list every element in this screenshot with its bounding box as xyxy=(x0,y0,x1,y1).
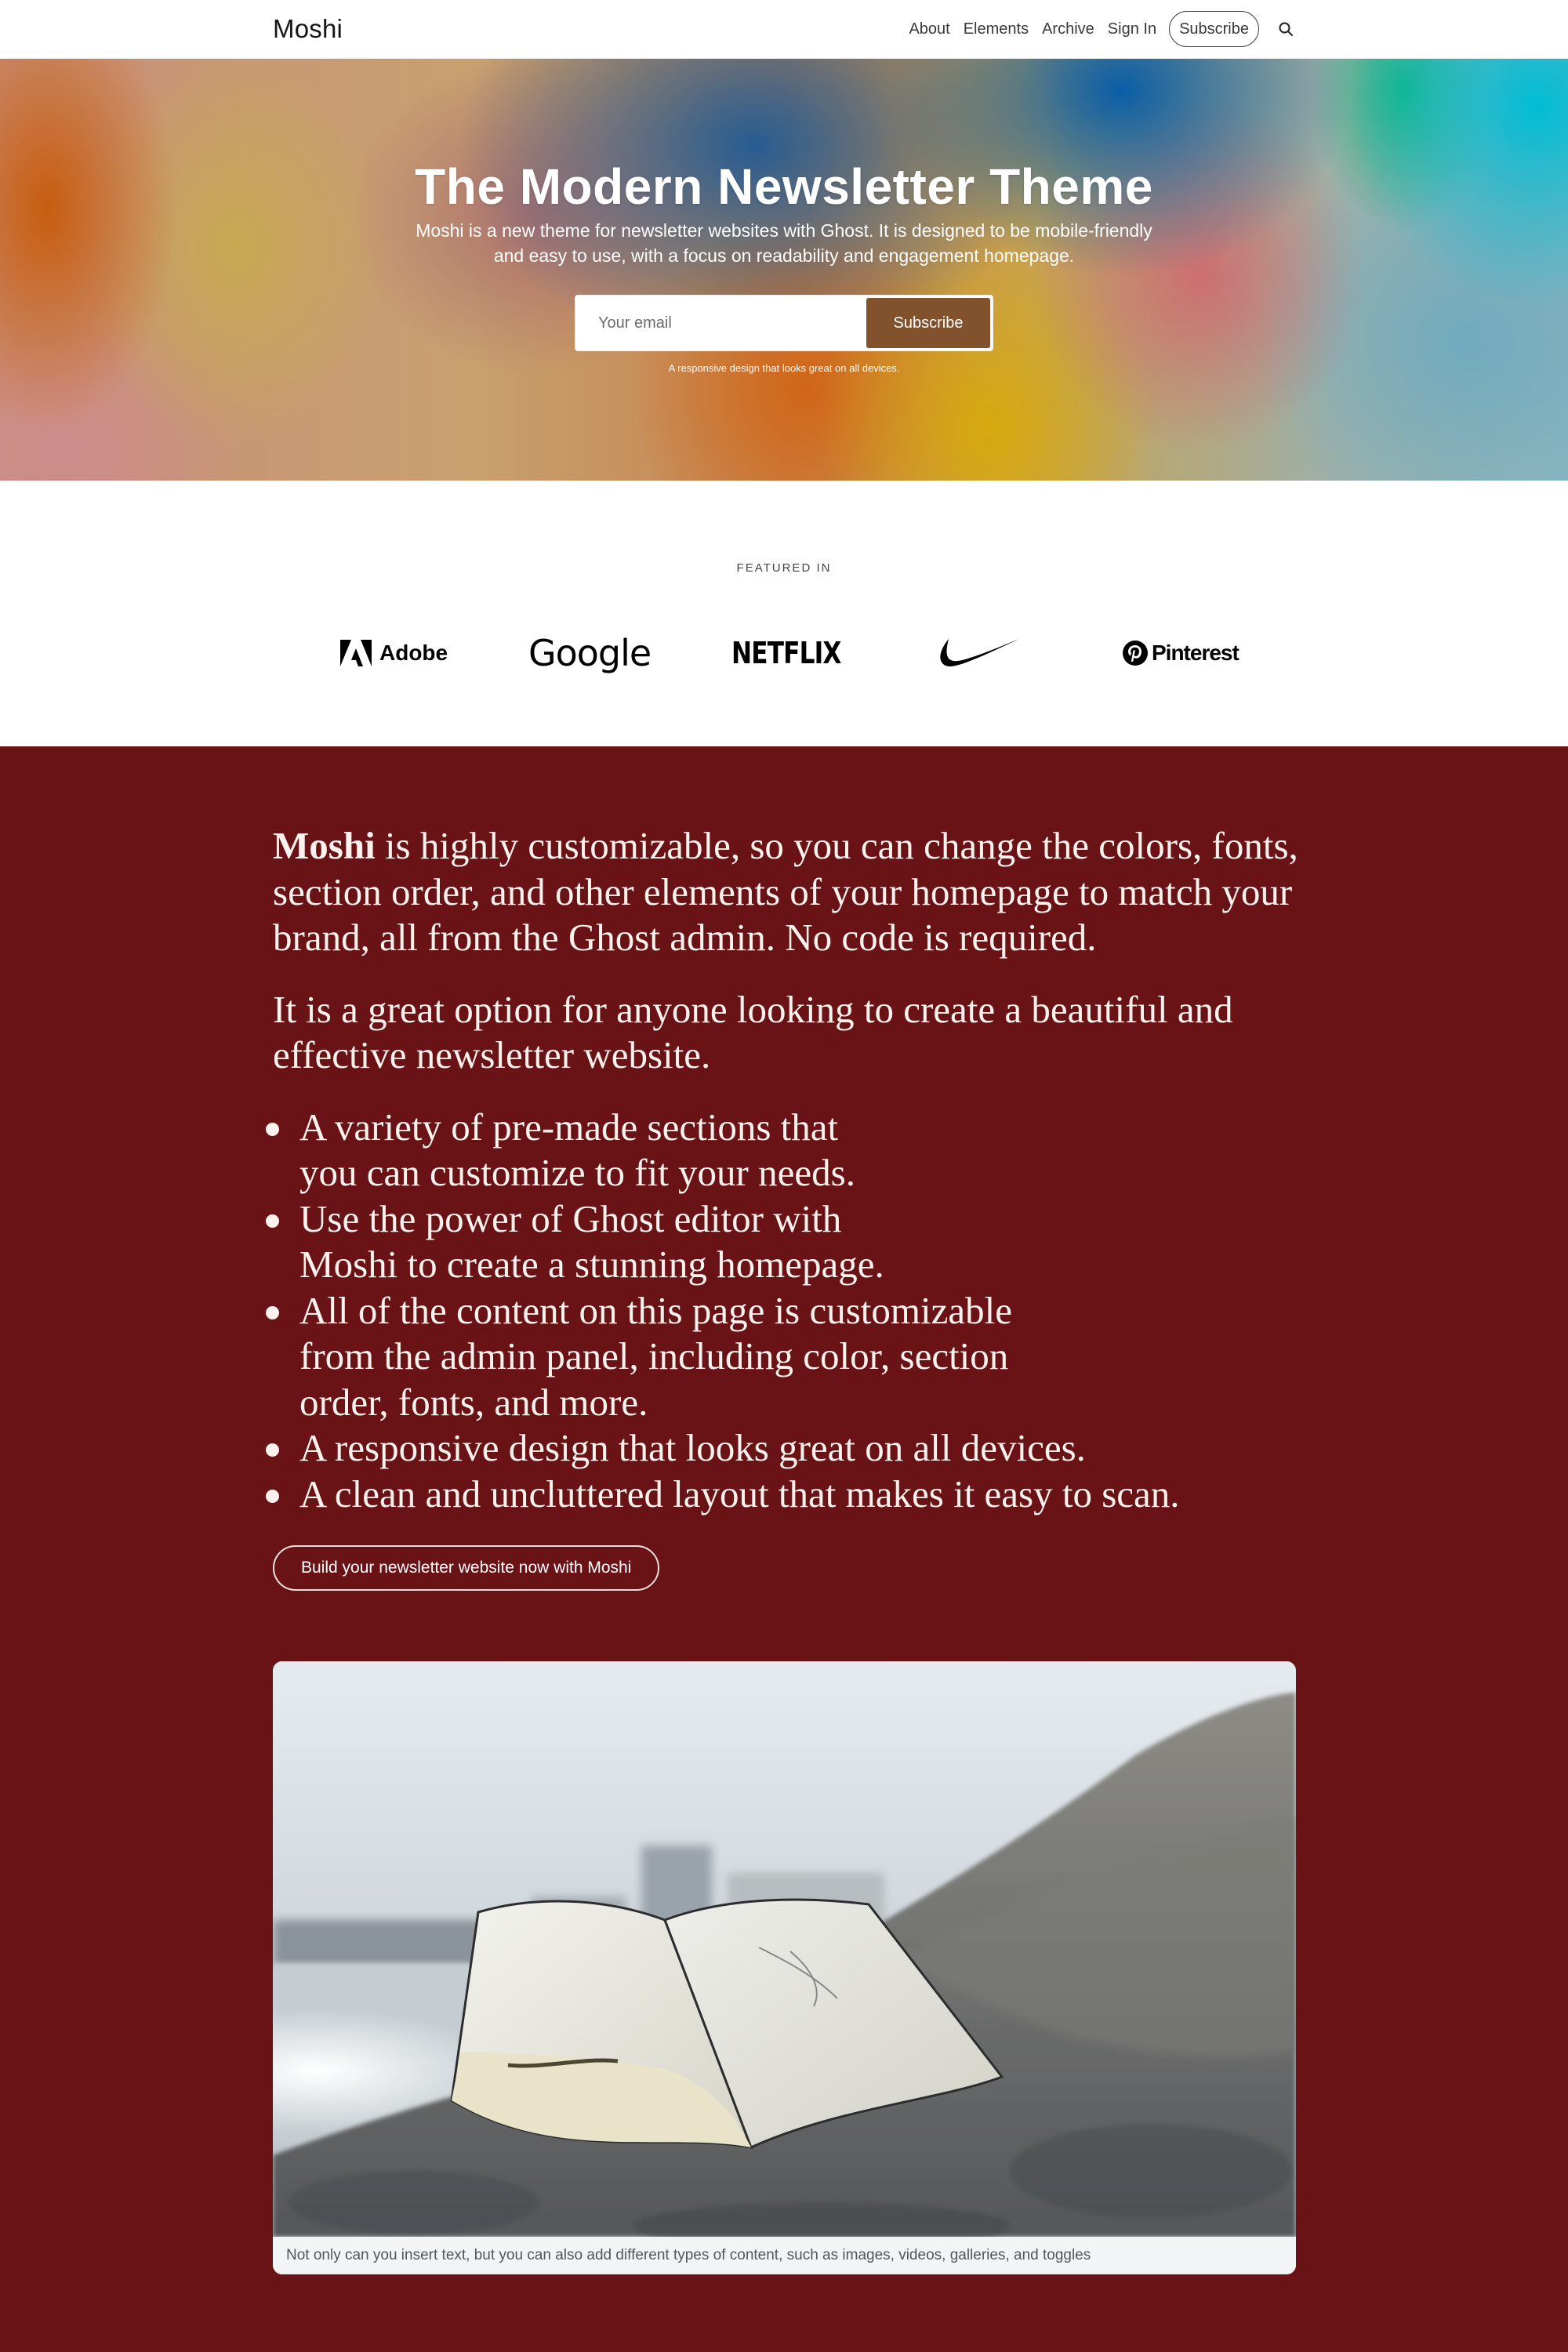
pinterest-logo-icon xyxy=(1122,640,1149,666)
adobe-logo-icon xyxy=(340,640,372,666)
feature-item: A responsive design that looks great on all devices. xyxy=(273,1425,1308,1472)
email-input[interactable] xyxy=(578,298,866,348)
notebook-photo xyxy=(273,1661,1296,2237)
content-body xyxy=(273,823,1308,1591)
second-paragraph: It is a great option for anyone looking to create a beautiful and effective newsletter website. xyxy=(273,987,1233,1076)
subscribe-form xyxy=(575,295,993,351)
hero-subscribe-button[interactable]: Subscribe xyxy=(866,298,990,348)
feature-item: A clean and uncluttered layout that makes it easy to scan. xyxy=(273,1472,1308,1518)
nike-swoosh-icon xyxy=(938,637,1019,669)
brand-logos xyxy=(0,630,1568,677)
nav-link-archive[interactable]: Archive xyxy=(1042,20,1094,38)
feature-item: A variety of pre-made sections that you can customize to fit your needs. xyxy=(273,1105,869,1196)
nav-link-about[interactable]: About xyxy=(909,20,950,38)
cta-button[interactable]: Build your newsletter website now with Moshi xyxy=(273,1545,659,1591)
hero-note: A responsive design that looks great on all devices. xyxy=(668,362,900,375)
brand-nike xyxy=(938,630,1019,677)
hero-content xyxy=(0,158,1568,375)
intro-text: is highly customizable, so you can change the colors, fonts, section order, and other elements of your homepage to match your brand, all from the Ghost admin. No code is required. xyxy=(273,824,1298,959)
nav-link-elements[interactable]: Elements xyxy=(963,20,1029,38)
hero-section xyxy=(0,59,1568,481)
search-icon[interactable] xyxy=(1276,20,1295,38)
google-logo-icon: Google xyxy=(528,632,652,674)
feature-item: All of the content on this page is customizable from the admin panel, including color, section order, fonts, and more. xyxy=(273,1288,1065,1426)
featured-label: FEATURED IN xyxy=(736,561,832,575)
feature-item: Use the power of Ghost editor with Moshi to create a stunning homepage. xyxy=(273,1196,924,1288)
brand-name: Pinterest xyxy=(1152,641,1239,665)
brand-adobe xyxy=(340,630,448,677)
content-section xyxy=(0,746,1568,2352)
featured-section xyxy=(0,481,1568,746)
main-nav xyxy=(909,11,1295,47)
netflix-logo-icon: NETFLIX xyxy=(731,636,841,670)
brand-google xyxy=(528,630,651,677)
brand-netflix xyxy=(731,630,841,677)
site-header xyxy=(0,0,1568,59)
image-card xyxy=(273,1661,1296,2274)
hero-title: The Modern Newsletter Theme xyxy=(415,158,1153,215)
site-logo[interactable]: Moshi xyxy=(273,14,343,43)
intro-paragraph xyxy=(273,823,1308,961)
hero-subtitle: Moshi is a new theme for newsletter websites with Ghost. It is designed to be mobile-friendly and easy to use, with a focus on readability and engagement homepage. xyxy=(416,220,1152,267)
nav-subscribe-button[interactable]: Subscribe xyxy=(1169,11,1259,47)
feature-list xyxy=(273,1105,1308,1518)
search-icon-glyph xyxy=(1278,21,1294,37)
intro-bold: Moshi xyxy=(273,824,376,867)
brand-name: Adobe xyxy=(379,641,448,665)
brand-pinterest xyxy=(1122,630,1239,677)
photo-illustration xyxy=(273,1661,1296,2237)
nav-link-sign-in[interactable]: Sign In xyxy=(1107,20,1157,38)
image-caption: Not only can you insert text, but you can also add different types of content, such as images, videos, galleries, and toggles xyxy=(273,2237,1296,2274)
